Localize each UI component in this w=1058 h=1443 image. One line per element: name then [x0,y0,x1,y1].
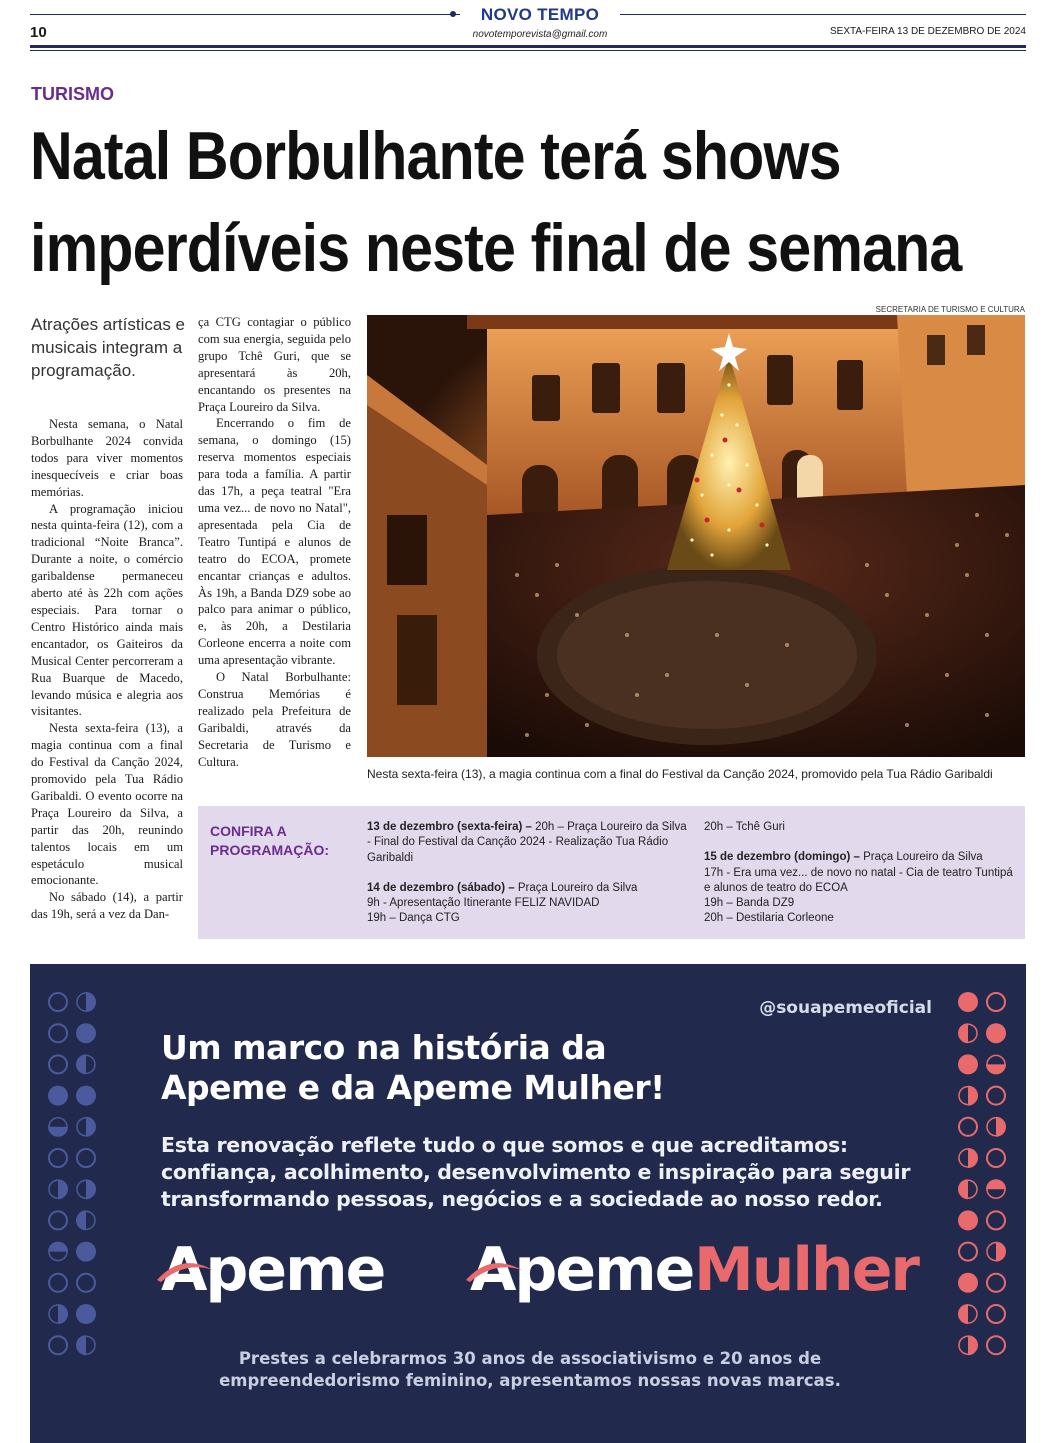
day-heading: 14 de dezembro (sábado) – [367,881,515,894]
ad-subtext [161,1132,921,1213]
pattern-circle-icon [76,1335,95,1355]
pattern-circle-icon [49,1149,67,1167]
pattern-circle-icon [958,992,978,1012]
pattern-circle-icon [77,1179,96,1199]
pattern-circle-icon [77,1274,95,1292]
pattern-circle-icon [959,1118,977,1136]
apeme-mulher-logo [470,1230,918,1320]
paragraph: Nesta semana, o Natal Borbulhante 2024 convida todos para viver momentos inesquecíveis e criar boas memórias. [31,417,183,499]
newspaper-name: NOVO TEMPO [480,5,600,24]
pattern-circle-icon [49,1274,67,1292]
schedule-item: 19h – Banda DZ9 [704,897,795,910]
schedule-day-13 [367,820,692,866]
section-label: TURISMO [31,84,114,104]
paragraph: No sábado (14), a partir das 19h, será a vez da Dan- [31,890,183,922]
ad-headline [161,1028,861,1108]
day-detail: 20h – Praça Loureiro da Silva - Final do Festival da Canção 2024 - Realização Tua Rádio Garibaldi [367,821,687,864]
header-rule-thin [30,50,1026,51]
pattern-circle-icon [987,1336,1005,1354]
brand-block [460,2,620,42]
schedule-column-1 [367,820,692,927]
pattern-circle-icon [76,1054,95,1074]
circle-pattern-right [956,990,1012,1420]
pattern-circle-icon [49,1211,67,1229]
pattern-circle-icon [48,1118,68,1137]
apeme-advertisement [30,964,1026,1443]
pattern-circle-icon [958,1179,977,1199]
pattern-circle-icon [49,1055,67,1073]
photo-credit: SECRETARIA DE TURISMO E CULTURA [875,305,1025,314]
paragraph: Nesta sexta-feira (13), a magia continua com a final do Festival da Canção 2024, promovido pela Tua Rádio Garibaldi. O evento ocorre na Praça Loureiro da Silva, a partir das 20h, reunindo talentos locais em um espetáculo musical emocionante. [31,721,183,888]
paragraph: ça CTG contagiar o público com sua energia, seguida pelo grupo Tchê Guri, que se apresentará às 20h, encantando os presentes na Praça Loureiro da Silva. [198,315,351,414]
rule-dot-left [450,11,456,17]
article-column-2 [198,314,351,770]
pattern-circle-icon [987,993,1005,1011]
contact-email[interactable]: novotemporevista@gmail.com [472,29,608,40]
pattern-circle-icon [986,1055,1006,1074]
pattern-circle-icon [76,1086,96,1106]
pattern-circle-icon [48,1242,68,1261]
schedule-day-14 [367,881,692,896]
pattern-circle-icon [76,1304,96,1324]
day-heading: 15 de dezembro (domingo) – [704,851,860,864]
pattern-circle-icon [959,1243,977,1261]
pattern-circle-icon [987,1242,1006,1262]
day-heading: 13 de dezembro (sexta-feira) – [367,821,532,833]
apeme-mulher-logo-text: Apeme [470,1235,694,1305]
schedule-box [198,806,1025,939]
pattern-circle-icon [76,1242,96,1262]
pattern-circle-icon [77,992,96,1012]
logo-swoosh-icon [155,1254,215,1284]
pattern-circle-icon [959,1335,978,1355]
schedule-item: 19h – Dança CTG [367,912,460,925]
ad-headline-line-2: Apeme e da Apeme Mulher! [161,1068,665,1107]
pattern-circle-icon [958,1273,978,1293]
apeme-logo [161,1230,421,1320]
photo-caption: Nesta sexta-feira (13), a magia continua com a final do Festival da Canção 2024, promovido pela Tua Rádio Garibaldi [367,767,993,781]
ad-footer-line: Prestes a celebrarmos 30 anos de associativismo e 20 anos de [238,1349,822,1368]
pattern-circle-icon [987,1087,1005,1105]
schedule-day-15 [704,850,1016,865]
ad-headline-line-1: Um marco na história da [161,1028,607,1067]
ad-subtext-line: confiança, acolhimento, desenvolvimento e inspiração para seguir [161,1160,911,1184]
pattern-circle-icon [958,1054,978,1074]
schedule-item: 9h - Apresentação Itinerante FELIZ NAVIDAD [367,897,600,910]
pattern-circle-icon [987,1149,1005,1167]
pattern-circle-icon [959,1086,978,1106]
pattern-circle-icon [49,1336,67,1354]
pattern-circle-icon [987,1117,1006,1137]
ad-footer-line: empreendedorismo feminino, apresentamos nossas novas marcas. [219,1371,841,1390]
pattern-circle-icon [987,1211,1005,1229]
paragraph: O Natal Borbulhante: Construa Memórias é realizado pela Prefeitura de Garibaldi, através da Secretaria de Turismo e Cultura. [198,670,351,769]
schedule-column-2 [704,820,1016,927]
ad-subtext-line: Esta renovação reflete tudo o que somos e que acreditamos: [161,1133,848,1157]
apeme-mulher-logo-accent: Mulher [694,1235,918,1305]
pattern-circle-icon [76,1023,96,1043]
lead-text: Atrações artísticas e musicais integram a programação. [31,315,186,380]
schedule-title-line-1: CONFIRA A [210,823,287,839]
pattern-circle-icon [77,1117,96,1137]
pattern-circle-icon [49,1179,68,1199]
pattern-circle-icon [48,1086,68,1106]
circle-pattern-left [46,990,102,1420]
pattern-circle-icon [958,1304,977,1324]
day-detail: Praça Loureiro da Silva [859,851,983,864]
schedule-item: 20h – Destilaria Corleone [704,912,834,925]
headline [30,110,962,294]
pattern-circle-icon [76,1210,95,1230]
schedule-title-line-2: PROGRAMAÇÃO: [210,842,329,858]
apeme-logo-text: Apeme [161,1235,385,1305]
pattern-circle-icon [49,1024,67,1042]
schedule-item: 20h – Tchê Guri [704,821,785,833]
header-rule [30,45,1026,48]
pattern-circle-icon [49,993,67,1011]
logo-swoosh-icon [464,1254,524,1284]
pattern-circle-icon [49,1304,68,1324]
pattern-circle-icon [987,1305,1005,1323]
masthead [30,0,1026,52]
pattern-circle-icon [986,1023,1006,1043]
paragraph: Encerrando o fim de semana, o domingo (15) reserva momentos especiais para toda a família. A partir das 17h, a peça teatral "Era uma vez... de novo no Natal", apresentada pela Cia de Teatro Tuntipá e alunos de teatro do ECOA, promete encantar crianças e adultos. Às 19h, a Banda DZ9 sobe ao palco para animar o público, e, às 20h, a Destilaria Corleone encerra a noite com uma apresentação vibrante. [198,416,351,668]
page-number: 10 [30,24,47,41]
article-column-1 [31,416,183,923]
pattern-circle-icon [959,1148,978,1168]
schedule-item: 17h - Era uma vez... de novo no natal - Cia de teatro Tuntipá e alunos de teatro do ECOA [704,866,1013,894]
pattern-circle-icon [958,1023,977,1043]
ad-subtext-line: transformando pessoas, negócios e a sociedade ao nosso redor. [161,1187,883,1211]
headline-line-2: imperdíveis neste final de semana [30,210,962,286]
schedule-title [210,822,350,860]
pattern-circle-icon [77,1149,95,1167]
christmas-tree-photo [367,315,1025,757]
photo-illustration [367,315,1025,757]
social-handle[interactable]: @souapemeoficial [759,998,932,1018]
paragraph: A programação iniciou nesta quinta-feira (12), com a tradicional “Noite Branca”. Durante a noite, o comércio garibaldense permaneceu aberto até às 22h com ações especiais. Para tornar o Centro Histórico ainda mais encantador, os Gaiteiros da Musical Center percorreram a Rua Buarque de Macedo, levando música e alegria aos visitantes. [31,501,183,719]
ad-footer-text [210,1348,850,1392]
headline-line-1: Natal Borbulhante terá shows [30,118,841,194]
issue-date: SEXTA-FEIRA 13 DE DEZEMBRO DE 2024 [830,26,1026,37]
day-detail: Praça Loureiro da Silva [514,881,638,894]
pattern-circle-icon [987,1274,1005,1292]
pattern-circle-icon [986,1179,1006,1198]
pattern-circle-icon [958,1210,978,1230]
